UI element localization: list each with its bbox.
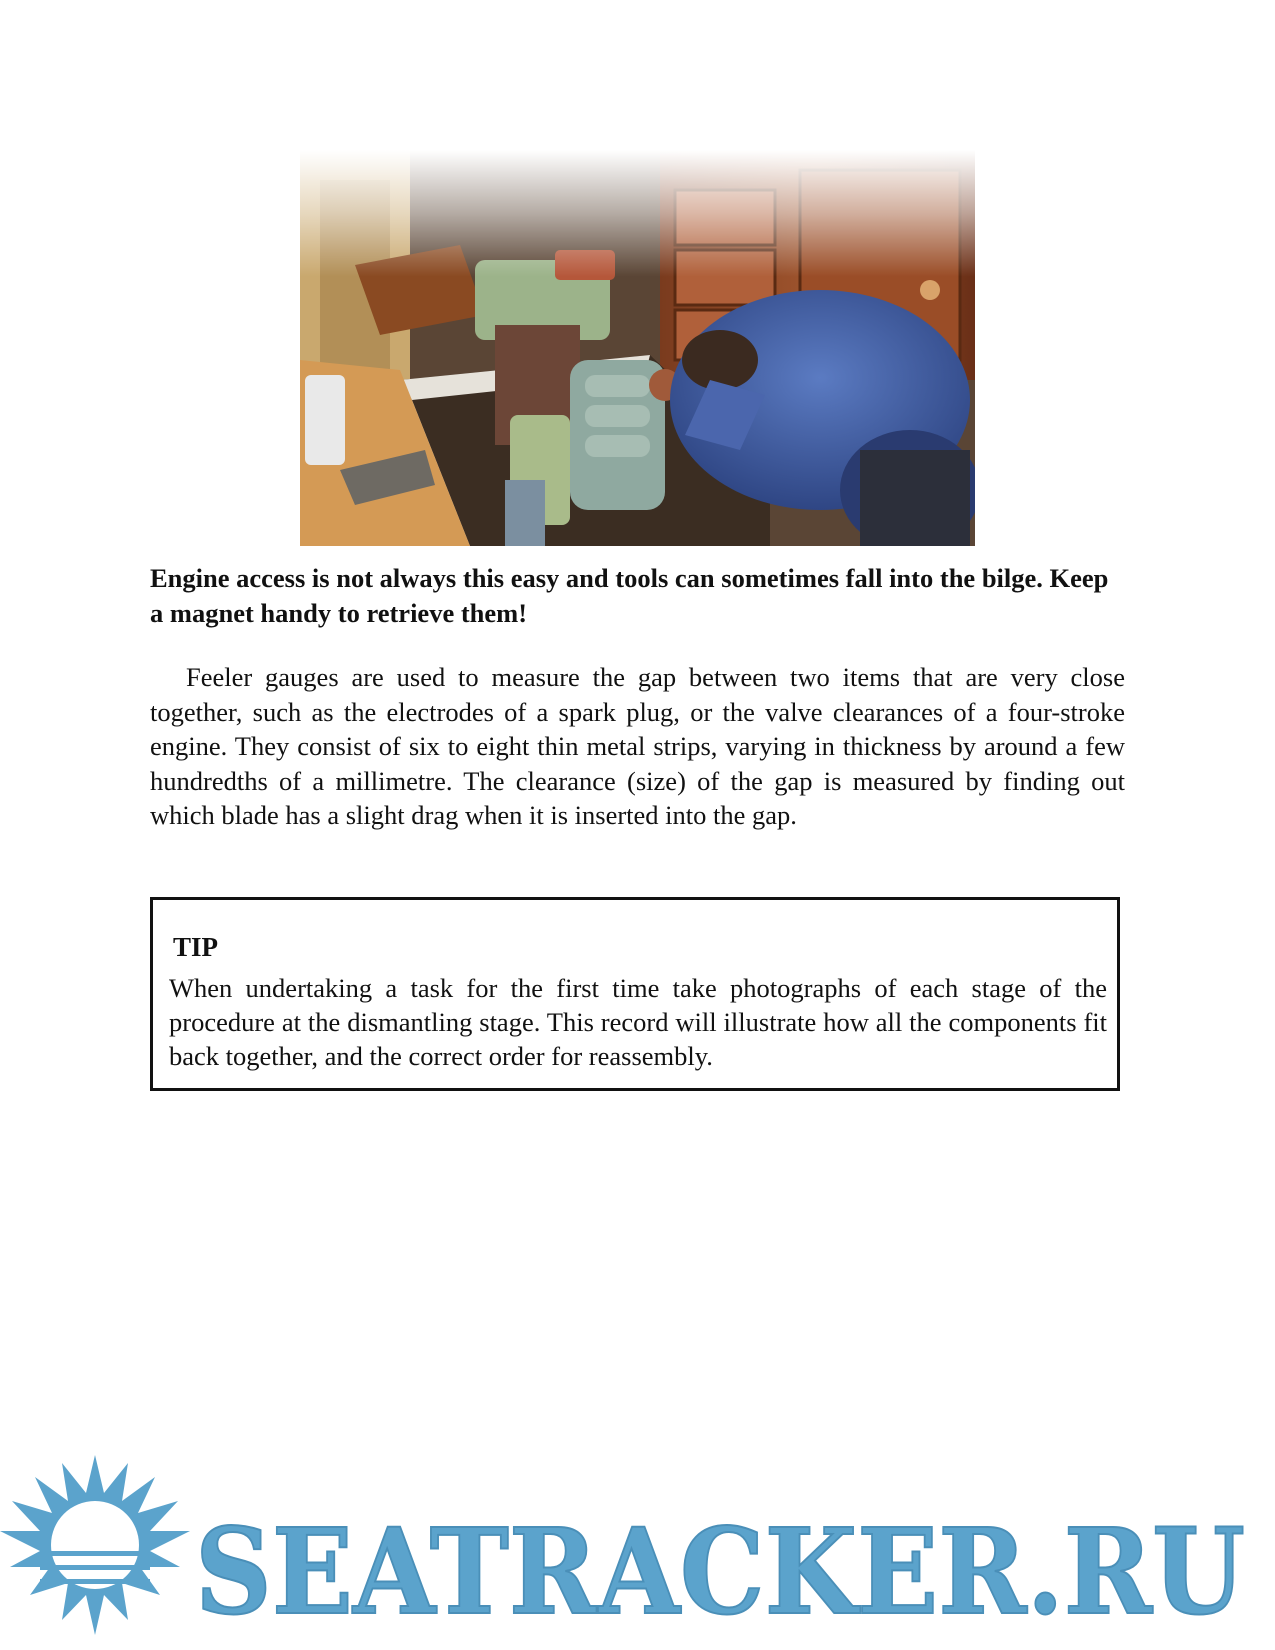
figure-caption: Engine access is not always this easy and tools can sometimes fall into the bilge. Keep a magnet handy to retrieve them! [150, 563, 1109, 628]
tip-title: TIP [173, 932, 219, 962]
watermark [0, 1455, 1275, 1650]
watermark-text: SEATRACKER.RU [195, 1502, 1245, 1641]
tip-text: When undertaking a task for the first time take photographs of each stage of the procedure at the dismantling stage. This record will illustrate how all the components fit back together, and the correct order for reassembly. [169, 973, 1107, 1071]
engine-photo-illustration [300, 150, 975, 546]
tip-box [150, 897, 1120, 1091]
watermark-graphic [0, 1455, 1275, 1650]
engine-photo [300, 150, 975, 546]
body-paragraph: Feeler gauges are used to measure the gap between two items that are very close together, such as the electrodes of a spark plug, or the valve clearances of a four-stroke engine. They consist of six to eight thin metal strips, varying in thickness by around a few hundredths of a millimetre. The clearance (size) of the gap is measured by finding out which blade has a slight drag when it is inserted into the gap. [150, 662, 1125, 830]
sun-icon [0, 1455, 190, 1635]
